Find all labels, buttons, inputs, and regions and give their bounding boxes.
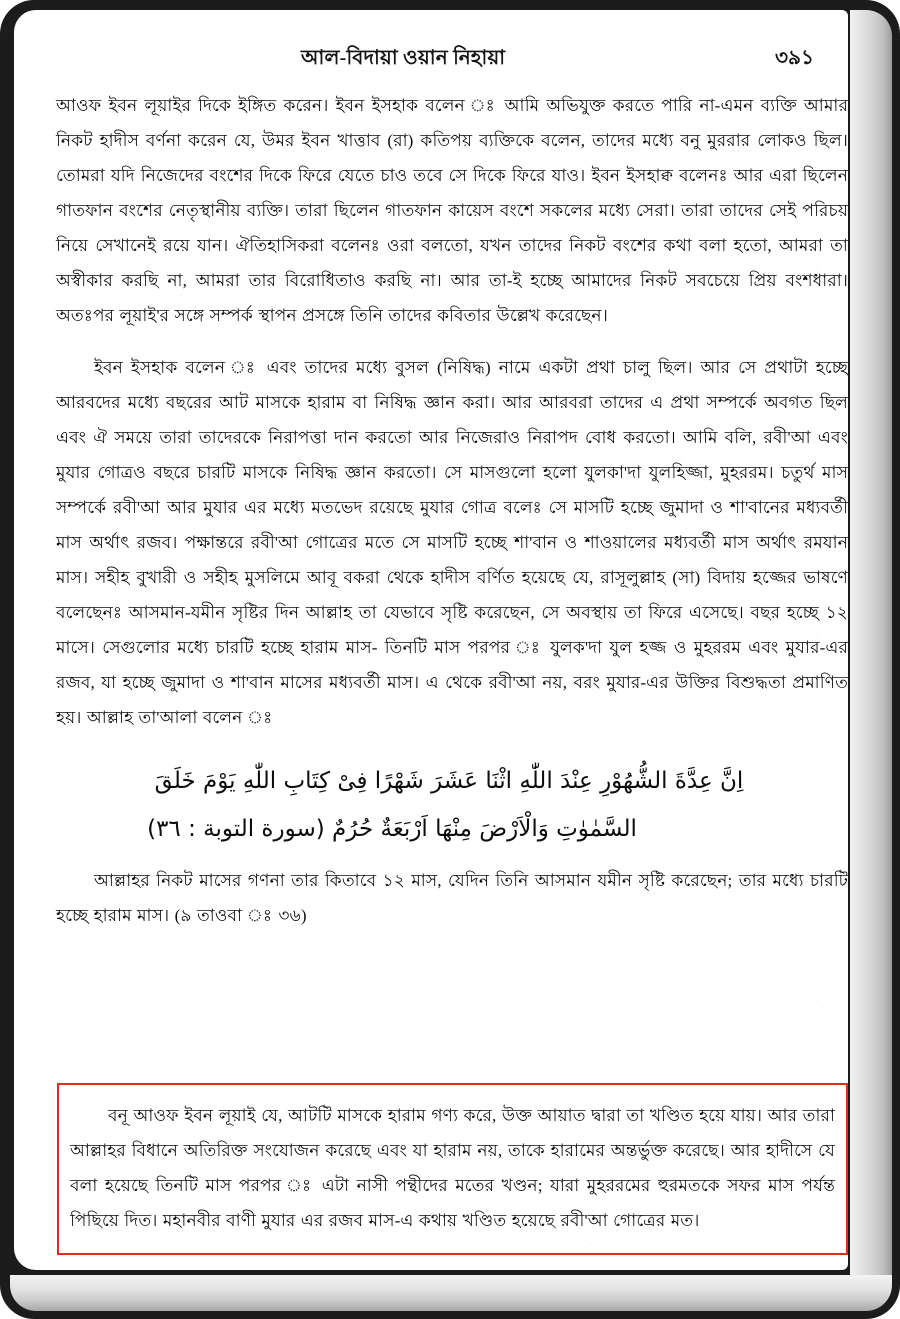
page-number: ৩৯১	[775, 47, 814, 69]
paragraph-spacer	[56, 333, 848, 350]
quran-verse-line-1: اِنَّ عِدَّةَ الشُّهُوْرِ عِنْدَ اللّٰهِ اثْنَا عَشَرَ شَهْرًا فِىْ كِتَابِ اللّٰهِ يَوْمَ خَلَقَ	[154, 768, 744, 794]
highlighted-passage-box	[57, 1083, 848, 1255]
page-body	[56, 88, 848, 933]
page-edge-shadow-bottom	[10, 1275, 892, 1311]
verse-translation: আল্লাহর নিকট মাসের গণনা তার কিতাবে ১২ মাস, যেদিন তিনি আসমান যমীন সৃষ্টি করেছেন; তার মধ্যে চারটি হচ্ছে হারাম মাস। (৯ তাওবা ঃ ৩৬)	[56, 871, 848, 925]
paragraph-1: আওফ ইবন লূয়াইর দিকে ইঙ্গিত করেন। ইবন ইসহাক বলেন ঃ আমি অভিযুক্ত করতে পারি না-এমন ব্যক্তি আমার নিকট হাদীস বর্ণনা করেন যে, উমর ইবন খাত্তাব (রা) কতিপয় ব্যক্তিকে বলেন, তাদের মধ্যে বনু মুররার লোকও ছিল। তোমরা যদি নিজেদের বংশের দিকে ফিরে যেতে চাও তবে সে দিকে ফিরে যাও। ইবন ইসহাক্ব বলেনঃ আর এরা ছিলেন গাতফান বংশের নেতৃস্থানীয় ব্যক্তি। তারা ছিলেন গাতফান কায়েস বংশে সকলের মধ্যে সেরা। তারা তাদের সেই পরিচয় নিয়ে সেখানেই রয়ে যান। ঐতিহাসিকরা বলেনঃ ওরা বলতো, যখন তাদের নিকট বংশের কথা বলা হতো, আমরা তা অস্বীকার করছি না, আমরা তার বিরোধিতাও করছি না। আর তা-ই হচ্ছে আমাদের নিকট সবচেয়ে প্রিয় বংশধারা। অতঃপর লূয়াই'র সঙ্গে সম্পর্ক স্থাপন প্রসঙ্গে তিনি তাদের কবিতার উল্লেখ করেছেন।	[56, 96, 848, 325]
page-header	[56, 43, 814, 77]
highlighted-passage-text: বনূ আওফ ইবন লূয়াই যে, আটটি মাসকে হারাম গণ্য করে, উক্ত আয়াত দ্বারা তা খণ্ডিত হয়ে যায়। আর তারা আল্লাহর বিধানে অতিরিক্ত সংযোজন করেছে এবং যা হারাম নয়, তাকে হারামের অন্তর্ভুক্ত করেছে। আর হাদীসে যে বলা হয়েছে তিনটি মাস পরপর ঃ এটা নাসী পন্থীদের মতের খণ্ডন; যারা মুহররমের হুরমতকে সফর মাস পর্যন্ত পিছিয়ে দিত। মহানবীর বাণী মুযার এর রজব মাস-এ কথায় খণ্ডিত হয়েছে রবী'আ গোত্রের মত।	[70, 1106, 835, 1230]
page-edge-shadow-right	[850, 10, 892, 1309]
quran-verse-line-2-with-citation: السَّمٰوٰتِ وَالْاَرْضَ مِنْهَا اَرْبَعَةٌ حُرُمٌ (سورة التوبة : ٣٦)	[147, 816, 637, 842]
book-title: আল-বিদায়া ওয়ান নিহায়া	[301, 47, 506, 69]
paragraph-2: ইবন ইসহাক বলেন ঃ এবং তাদের মধ্যে বুসল (নিষিদ্ধ) নামে একটা প্রথা চালু ছিল। আর সে প্রথাটা হচ্ছে আরবদের মধ্যে বছরের আট মাসকে হারাম বা নিষিদ্ধ জ্ঞান করা। আর আরবরা তাদের এ প্রথা সম্পর্কে অবগত ছিল এবং ঐ সময়ে তারা তাদেরকে নিরাপত্তা দান করতো আর নিজেরাও নিরাপদ বোধ করতো। আমি বলি, রবী'আ এবং মুযার গোত্রও বছরে চারটি মাসকে নিষিদ্ধ জ্ঞান করতো। সে মাসগুলো হলো যুলকা'দা যুলহিজ্জা, মুহররম। চতুর্থ মাস সম্পর্কে রবী'আ আর মুযার এর মধ্যে মতভেদ রয়েছে মুযার গোত্র বলেঃ সে মাসটি হচ্ছে জুমাদা ও শা'বানের মধ্যবর্তী মাস অর্থাৎ রজব। পক্ষান্তরে রবী'আ গোত্রের মতে সে মাসটি হচ্ছে শা'বান ও শাওয়ালের মধ্যবর্তী মাস অর্থাৎ রমযান মাস। সহীহ বুখারী ও সহীহ মুসলিমে আবূ বকরা থেকে হাদীস বর্ণিত হয়েছে যে, রাসূলুল্লাহ (সা) বিদায় হজ্জের ভাষণে বলেছেনঃ আসমান-যমীন সৃষ্টির দিন আল্লাহ তা যেভাবে সৃষ্টি করেছেন, সে অবস্থায় তা ফিরে এসেছে। বছর হচ্ছে ১২ মাসে। সেগুলোর মধ্যে চারটি হচ্ছে হারাম মাস- তিনটি মাস পরপর ঃ যুলক'দা যুল হজ্জ ও মুহররম এবং মুযার-এর রজব, যা হচ্ছে জুমাদা ও শা'বান মাসের মধ্যবর্তী মাস। এ থেকে রবী'আ নয়, বরং মুযার-এর উক্তির বিশুদ্ধতা প্রমাণিত হয়। আল্লাহ তা'আলা বলেন ঃ	[56, 358, 848, 727]
page-content	[14, 10, 848, 1270]
quran-verse-block	[56, 757, 848, 853]
